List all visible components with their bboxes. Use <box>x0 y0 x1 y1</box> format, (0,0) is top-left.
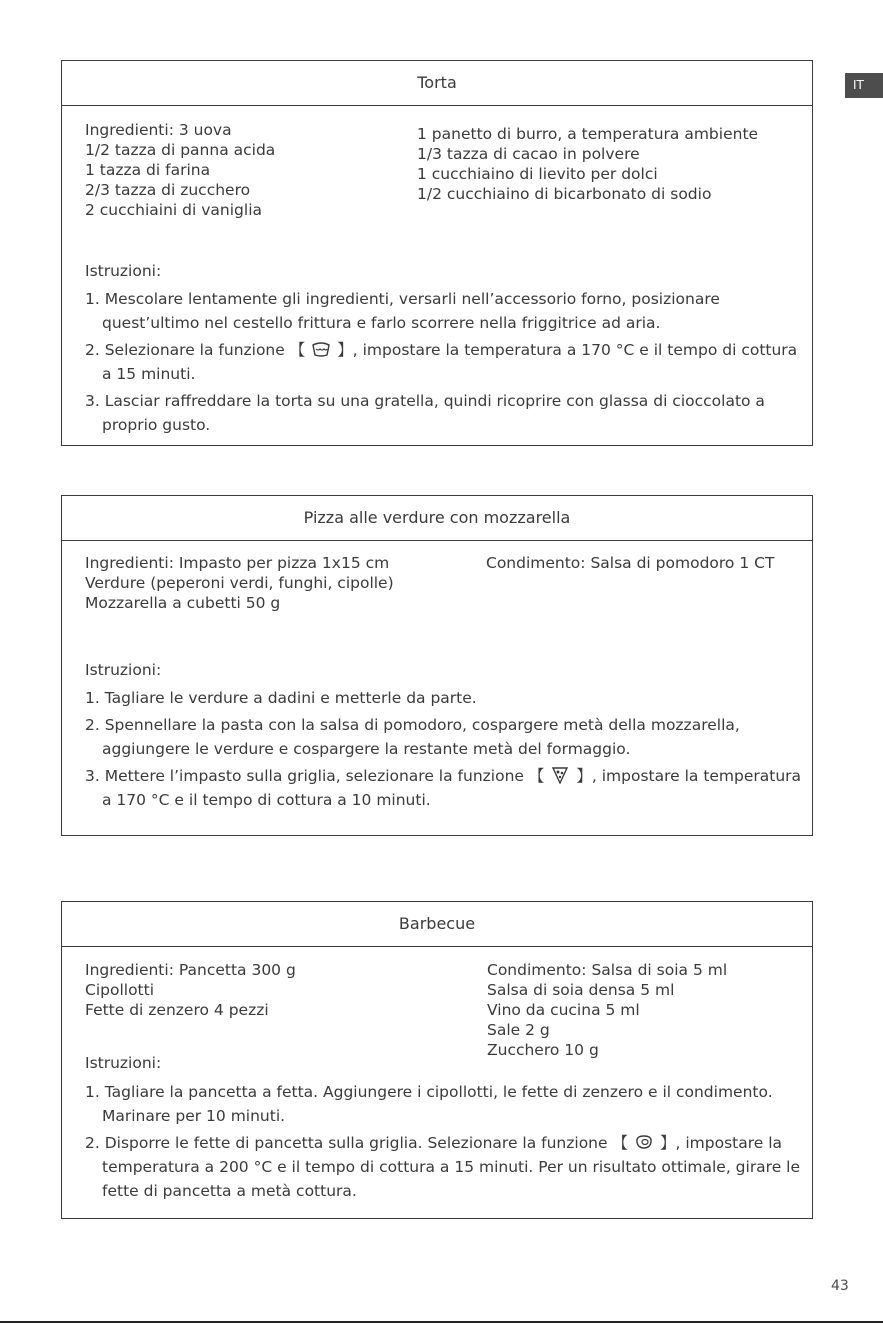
ingredient: Verdure (peperoni verdi, funghi, cipolle) <box>85 574 394 592</box>
ingredient: 2/3 tazza di zucchero <box>85 181 251 199</box>
ingredients-right <box>486 553 774 573</box>
recipe-torta <box>61 60 813 446</box>
recipe-title: Barbecue <box>62 902 812 947</box>
ingredients-right <box>487 960 727 1060</box>
ingredient: Fette di zenzero 4 pezzi <box>85 1001 269 1019</box>
bottom-rule <box>0 1321 883 1323</box>
step-2 <box>85 1131 805 1203</box>
instructions-label: Istruzioni: <box>85 661 162 679</box>
ingredient: 1 panetto di burro, a temperatura ambiente <box>417 125 759 143</box>
steps <box>85 686 805 815</box>
ingredient: 1/2 cucchiaino di bicarbonato di sodio <box>417 185 712 203</box>
page-number: 43 <box>831 1278 849 1294</box>
step-text: 3. Mettere l’impasto sulla griglia, selezionare la funzione 【 <box>85 767 545 785</box>
pizza-icon <box>550 766 570 784</box>
ingredient: Salsa di soia densa 5 ml <box>487 981 675 999</box>
ingredient: Ingredienti: 3 uova <box>85 121 232 139</box>
step-2 <box>85 338 805 386</box>
steak-icon <box>634 1133 654 1151</box>
ingredient: 2 cucchiaini di vaniglia <box>85 201 262 219</box>
instructions-label: Istruzioni: <box>85 262 162 280</box>
step-1: 1. Mescolare lentamente gli ingredienti, versarli nell’accessorio forno, posizionare quest’ultimo nel cestello frittura e farlo scorrere nella friggitrice ad aria. <box>85 290 720 332</box>
step-1: 1. Tagliare la pancetta a fetta. Aggiungere i cipollotti, le fette di zenzero e il condimento. Marinare per 10 minuti. <box>85 1083 773 1125</box>
step-3: 3. Lasciar raffreddare la torta su una gratella, quindi ricoprire con glassa di cioccolato a proprio gusto. <box>85 392 765 434</box>
ingredient: Sale 2 g <box>487 1021 550 1039</box>
instructions-label: Istruzioni: <box>85 1054 162 1072</box>
step-text: 】, impostare la temperatura a 170 °C e il tempo di cottura a 10 minuti. <box>102 767 802 809</box>
ingredient: Ingredienti: Impasto per pizza 1x15 cm <box>85 554 390 572</box>
ingredient: Cipollotti <box>85 981 155 999</box>
steps <box>85 287 805 440</box>
step-text: 2. Disporre le fette di pancetta sulla griglia. Selezionare la funzione 【 <box>85 1134 628 1152</box>
ingredient: Condimento: Salsa di soia 5 ml <box>487 961 728 979</box>
ingredient: 1/3 tazza di cacao in polvere <box>417 145 640 163</box>
step-text: 】, impostare la temperatura a 200 °C e il tempo di cottura a 15 minuti. Per un risultato ottimale, girare le fette di pancetta a metà cottura. <box>102 1134 801 1200</box>
ingredient: Ingredienti: Pancetta 300 g <box>85 961 296 979</box>
step-text: 】, impostare la temperatura a 170 °C e il tempo di cottura a 15 minuti. <box>102 341 798 383</box>
recipe-title: Torta <box>62 61 812 106</box>
ingredient: 1 tazza di farina <box>85 161 211 179</box>
ingredients-left <box>85 120 275 220</box>
step-text: 2. Selezionare la funzione 【 <box>85 341 306 359</box>
steps <box>85 1080 805 1206</box>
ingredient: 1 cucchiaino di lievito per dolci <box>417 165 658 183</box>
ingredient: Vino da cucina 5 ml <box>487 1001 640 1019</box>
ingredient: 1/2 tazza di panna acida <box>85 141 276 159</box>
ingredients-left <box>85 553 394 613</box>
ingredient: Mozzarella a cubetti 50 g <box>85 594 281 612</box>
recipe-pizza <box>61 495 813 836</box>
ingredients-left <box>85 960 296 1020</box>
language-tab: IT <box>845 73 883 98</box>
step-3 <box>85 764 805 812</box>
cake-icon <box>311 340 331 358</box>
step-1: 1. Tagliare le verdure a dadini e metterle da parte. <box>85 689 477 707</box>
ingredients-right <box>417 124 758 204</box>
ingredient: Condimento: Salsa di pomodoro 1 CT <box>486 554 775 572</box>
step-2: 2. Spennellare la pasta con la salsa di pomodoro, cospargere metà della mozzarella, aggiungere le verdure e cospargere la restante metà del formaggio. <box>85 716 740 758</box>
ingredient: Zucchero 10 g <box>487 1041 599 1059</box>
recipe-title: Pizza alle verdure con mozzarella <box>62 496 812 541</box>
recipe-barbecue <box>61 901 813 1219</box>
